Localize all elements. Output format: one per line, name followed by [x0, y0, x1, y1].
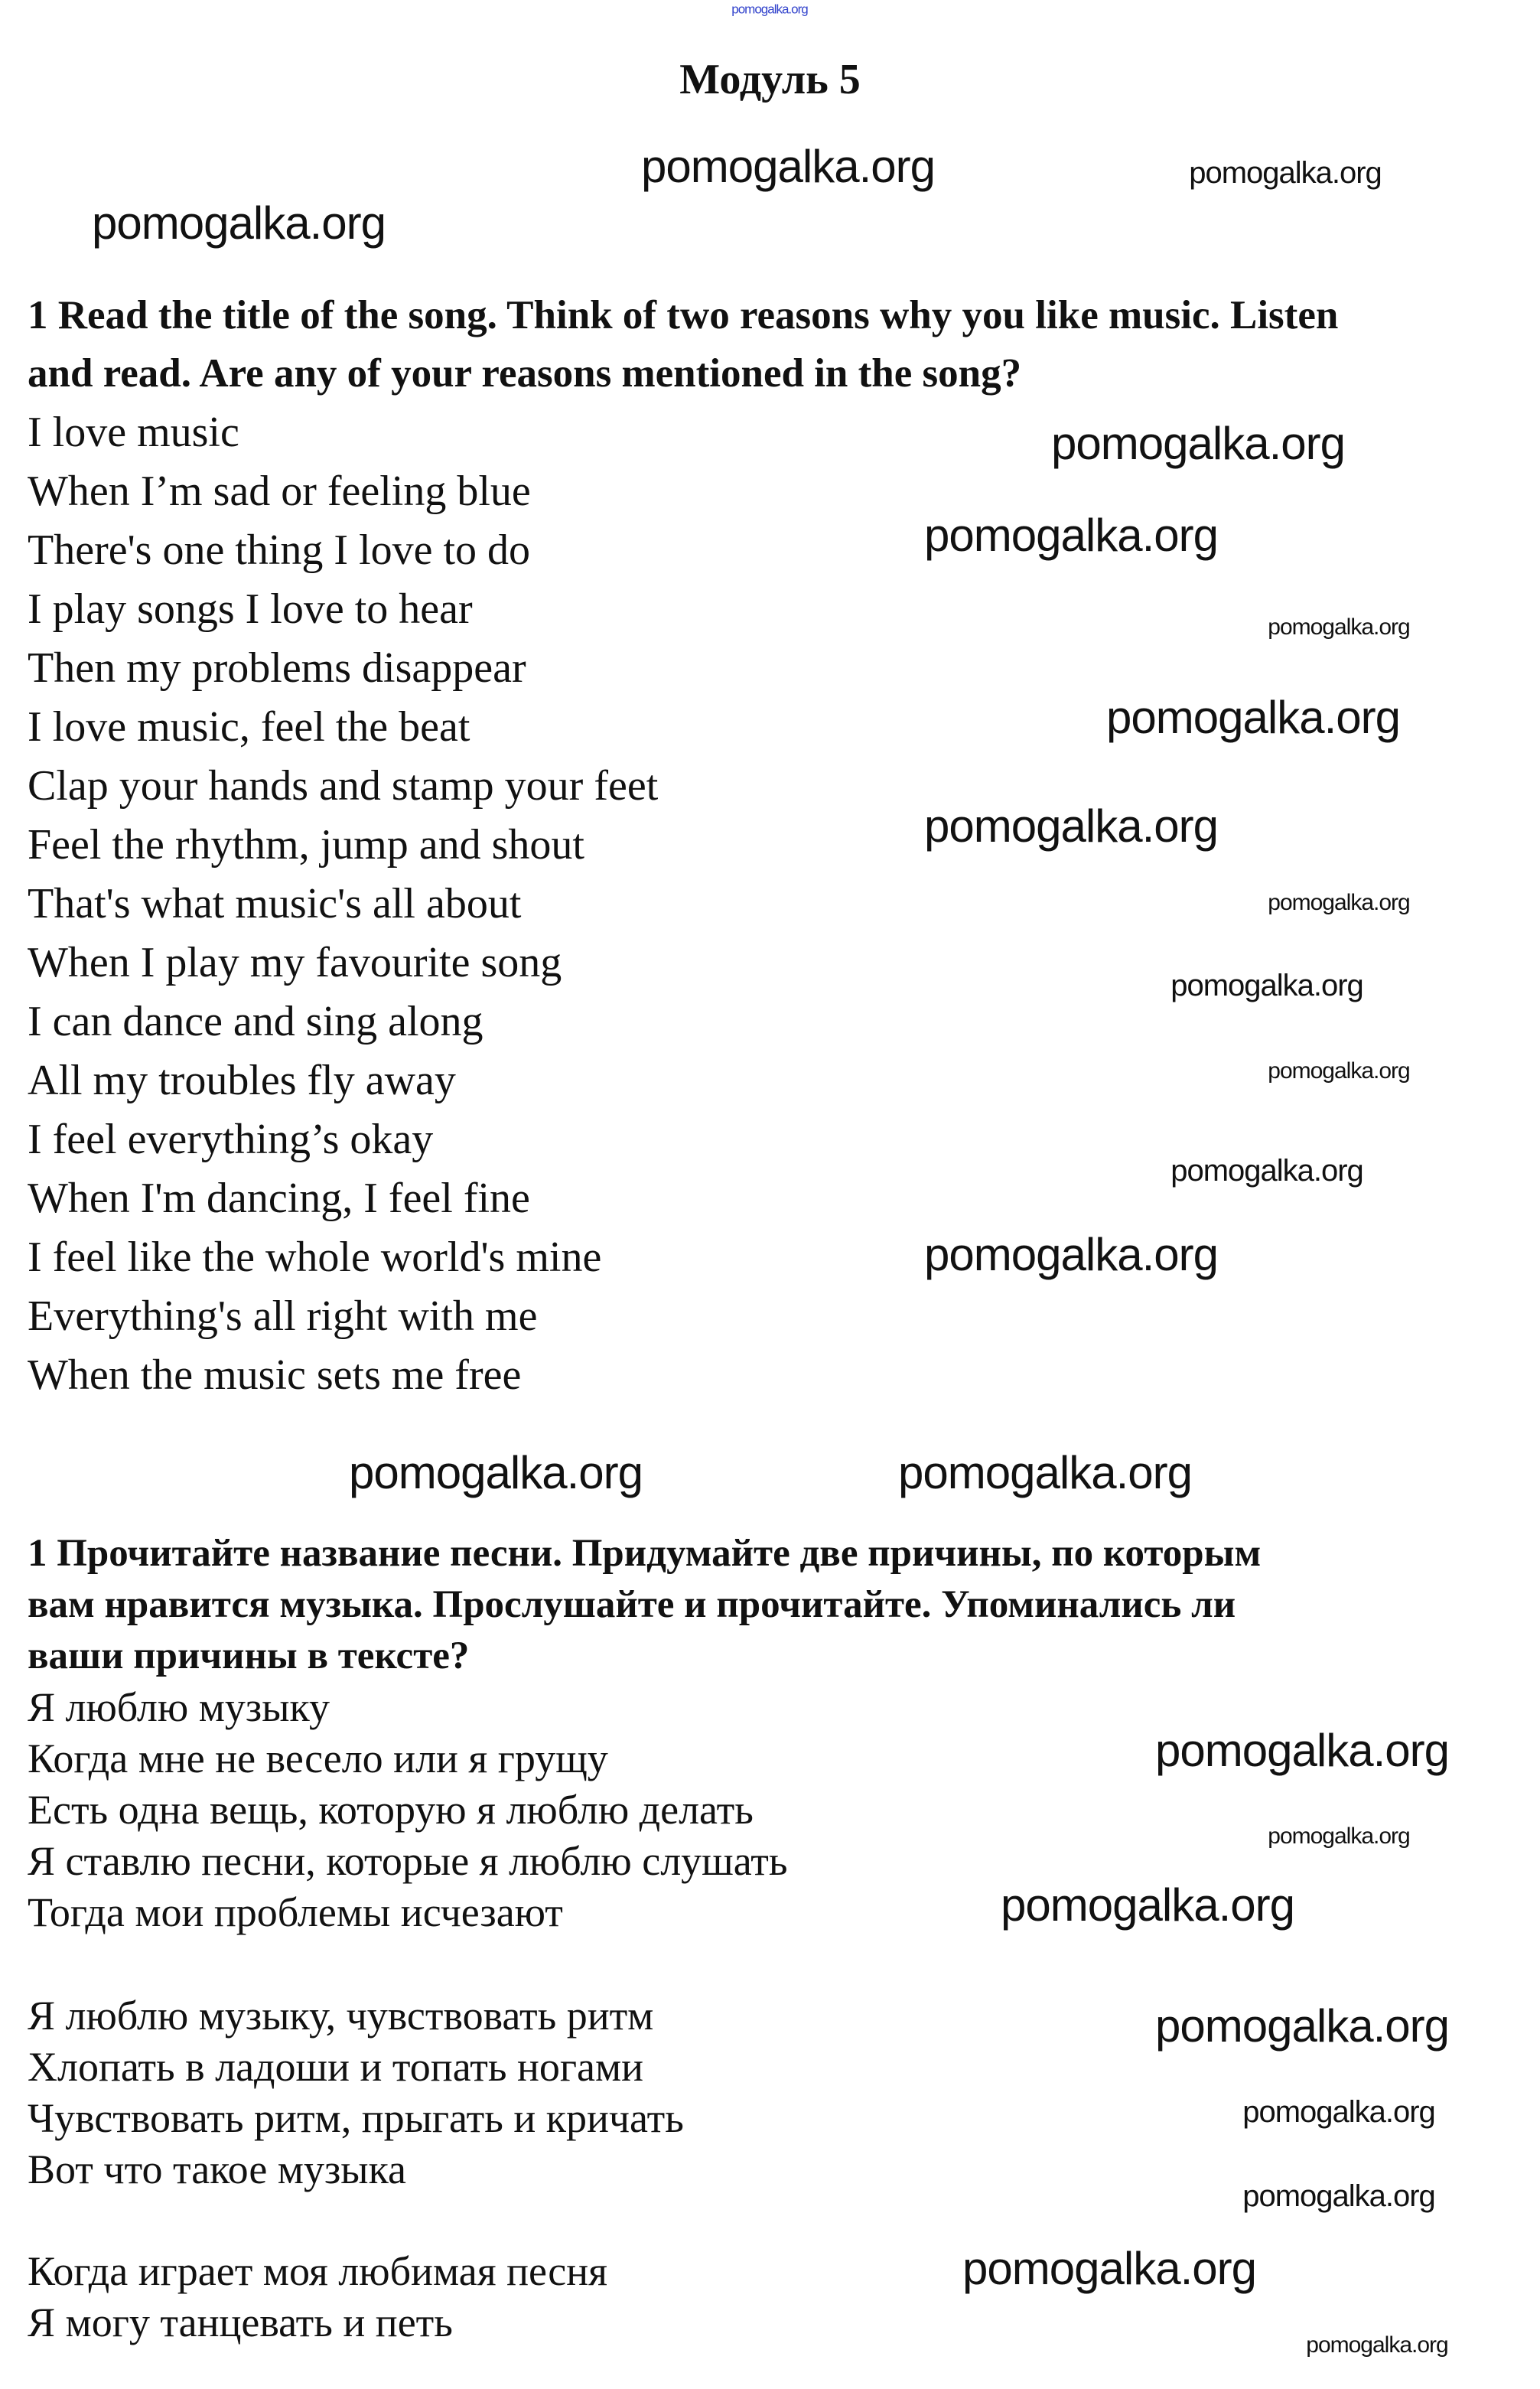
lyric-line: Есть одна вещь, которую я люблю делать: [28, 1787, 754, 1833]
lyric-line: I feel like the whole world's mine: [28, 1234, 602, 1281]
lyric-line: When I play my favourite song: [28, 939, 562, 986]
lyric-line: All my troubles fly away: [28, 1057, 456, 1104]
watermark: pomogalka.org: [924, 510, 1218, 561]
watermark: pomogalka.org: [1155, 1725, 1449, 1776]
lyric-line: Тогда мои проблемы исчезают: [28, 1889, 563, 1935]
lyric-line: When I'm dancing, I feel fine: [28, 1175, 530, 1222]
lyric-line: Я люблю музыку: [28, 1684, 330, 1730]
watermark: pomogalka.org: [1268, 614, 1410, 640]
lyric-line: I love music: [28, 409, 239, 456]
english-exercise-heading: [28, 286, 1338, 403]
heading-line: вам нравится музыка. Прослушайте и прочитайте. Упоминались ли: [28, 1583, 1236, 1626]
heading-line: ваши причины в тексте?: [28, 1634, 470, 1677]
lyric-line: I play songs I love to hear: [28, 585, 473, 633]
watermark: pomogalka.org: [349, 1447, 643, 1498]
lyric-line: Вот что такое музыка: [28, 2146, 406, 2192]
russian-stanza-3: [28, 2246, 607, 2348]
watermark: pomogalka.org: [1189, 156, 1382, 190]
watermark: pomogalka.org: [1268, 1058, 1410, 1084]
watermark: pomogalka.org: [1242, 2179, 1435, 2213]
lyric-line: I can dance and sing along: [28, 998, 483, 1045]
lyric-line: Then my problems disappear: [28, 644, 526, 692]
lyric-line: Я люблю музыку, чувствовать ритм: [28, 1993, 654, 2039]
watermark: pomogalka.org: [1268, 890, 1410, 915]
lyric-line: Everything's all right with me: [28, 1292, 538, 1340]
watermark: pomogalka.org: [1170, 969, 1363, 1002]
lyric-line: When I’m sad or feeling blue: [28, 468, 531, 515]
lyric-line: Хлопать в ладоши и топать ногами: [28, 2044, 644, 2090]
lyric-line: Feel the rhythm, jump and shout: [28, 821, 584, 869]
watermark: pomogalka.org: [641, 141, 935, 192]
watermark: pomogalka.org: [1306, 2332, 1448, 2358]
watermark: pomogalka.org: [1170, 1154, 1363, 1188]
watermark: pomogalka.org: [924, 800, 1218, 852]
lyric-line: That's what music's all about: [28, 880, 522, 927]
lyric-line: Я могу танцевать и петь: [28, 2299, 453, 2345]
lyric-line: Когда играет моя любимая песня: [28, 2248, 607, 2294]
watermark: pomogalka.org: [1106, 692, 1400, 743]
lyric-line: When the music sets me free: [28, 1351, 522, 1399]
lyric-line: Clap your hands and stamp your feet: [28, 762, 659, 810]
heading-line: and read. Are any of your reasons mentioned in the song?: [28, 351, 1022, 396]
heading-line: 1 Прочитайте название песни. Придумайте две причины, по которым: [28, 1532, 1262, 1575]
lyric-line: I feel everything’s okay: [28, 1116, 434, 1163]
watermark: pomogalka.org: [924, 1229, 1218, 1280]
lyric-line: Когда мне не весело или я грущу: [28, 1736, 608, 1781]
english-lyrics: [28, 403, 658, 1405]
lyric-line: Чувствовать ритм, прыгать и кричать: [28, 2095, 684, 2141]
watermark: pomogalka.org: [898, 1447, 1192, 1498]
russian-exercise-heading: [28, 1528, 1261, 1682]
watermark: pomogalka.org: [962, 2243, 1256, 2294]
page-title: Модуль 5: [679, 56, 861, 103]
watermark: pomogalka.org: [1155, 2000, 1449, 2052]
watermark: pomogalka.org: [92, 197, 386, 249]
watermark: pomogalka.org: [1051, 418, 1345, 469]
heading-line: 1 Read the title of the song. Think of two reasons why you like music. Listen: [28, 293, 1339, 337]
russian-stanza-1: [28, 1682, 788, 1938]
lyric-line: There's one thing I love to do: [28, 526, 531, 574]
watermark-link[interactable]: pomogalka.org: [731, 2, 808, 17]
watermark: pomogalka.org: [1001, 1879, 1294, 1931]
russian-stanza-2: [28, 1990, 684, 2195]
watermark: pomogalka.org: [1242, 2095, 1435, 2129]
lyric-line: Я ставлю песни, которые я люблю слушать: [28, 1838, 788, 1884]
lyric-line: I love music, feel the beat: [28, 703, 470, 751]
watermark: pomogalka.org: [1268, 1824, 1410, 1849]
